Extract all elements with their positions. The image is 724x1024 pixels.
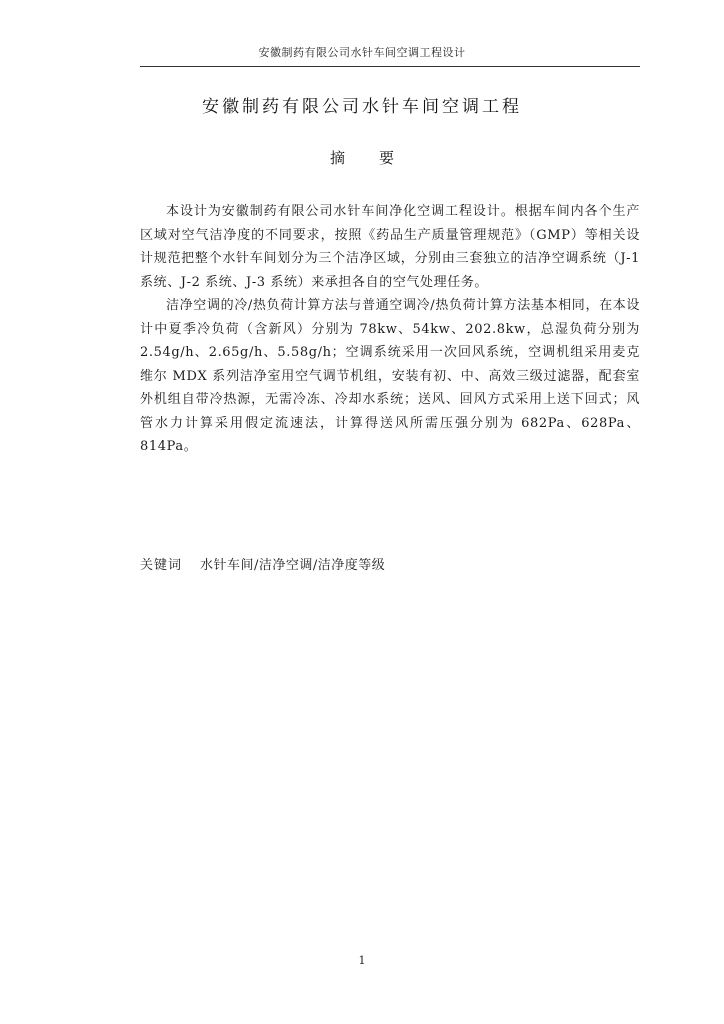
keywords-label: 关键词: [140, 558, 183, 573]
header-divider: [140, 66, 640, 67]
page-number: 1: [358, 954, 366, 967]
abstract-heading-char-1: 摘: [329, 149, 345, 167]
running-header: 安徽制药有限公司水针车间空调工程设计: [258, 46, 466, 59]
keywords: [140, 554, 385, 573]
abstract-heading-char-2: 要: [379, 149, 395, 167]
abstract-heading: [0, 147, 724, 168]
keywords-value: 水针车间/洁净空调/洁净度等级: [200, 558, 386, 573]
abstract-body: [140, 200, 640, 459]
abstract-paragraph-1: 本设计为安徽制药有限公司水针车间净化空调工程设计。根据车间内各个生产区域对空气洁净度的不同要求，按照《药品生产质量管理规范》（GMP）等相关设计规范把整个水针车间划分为三个洁净区域，分别由三套独立的洁净空调系统（J-1 系统、J-2 系统、J-3 系统）来承担各自的空气处理任务。: [140, 204, 640, 290]
document-title: 安徽制药有限公司水针车间空调工程: [202, 97, 522, 117]
abstract-paragraph-2: 洁净空调的冷/热负荷计算方法与普通空调冷/热负荷计算方法基本相同，在本设计中夏季冷负荷（含新风）分别为 78kw、54kw、202.8kw，总湿负荷分别为 2.54g/h、2.65g/h、5.58g/h；空调系统采用一次回风系统，空调机组采用麦克维尔 MDX 系列洁净室用空气调节机组，安装有初、中、高效三级过滤器，配套室外机组自带冷热源，无需冷冻、冷却水系统；送风、回风方式采用上送下回式；风管水力计算采用假定流速法，计算得送风所需压强分别为 682Pa、628Pa、814Pa。: [140, 298, 640, 454]
